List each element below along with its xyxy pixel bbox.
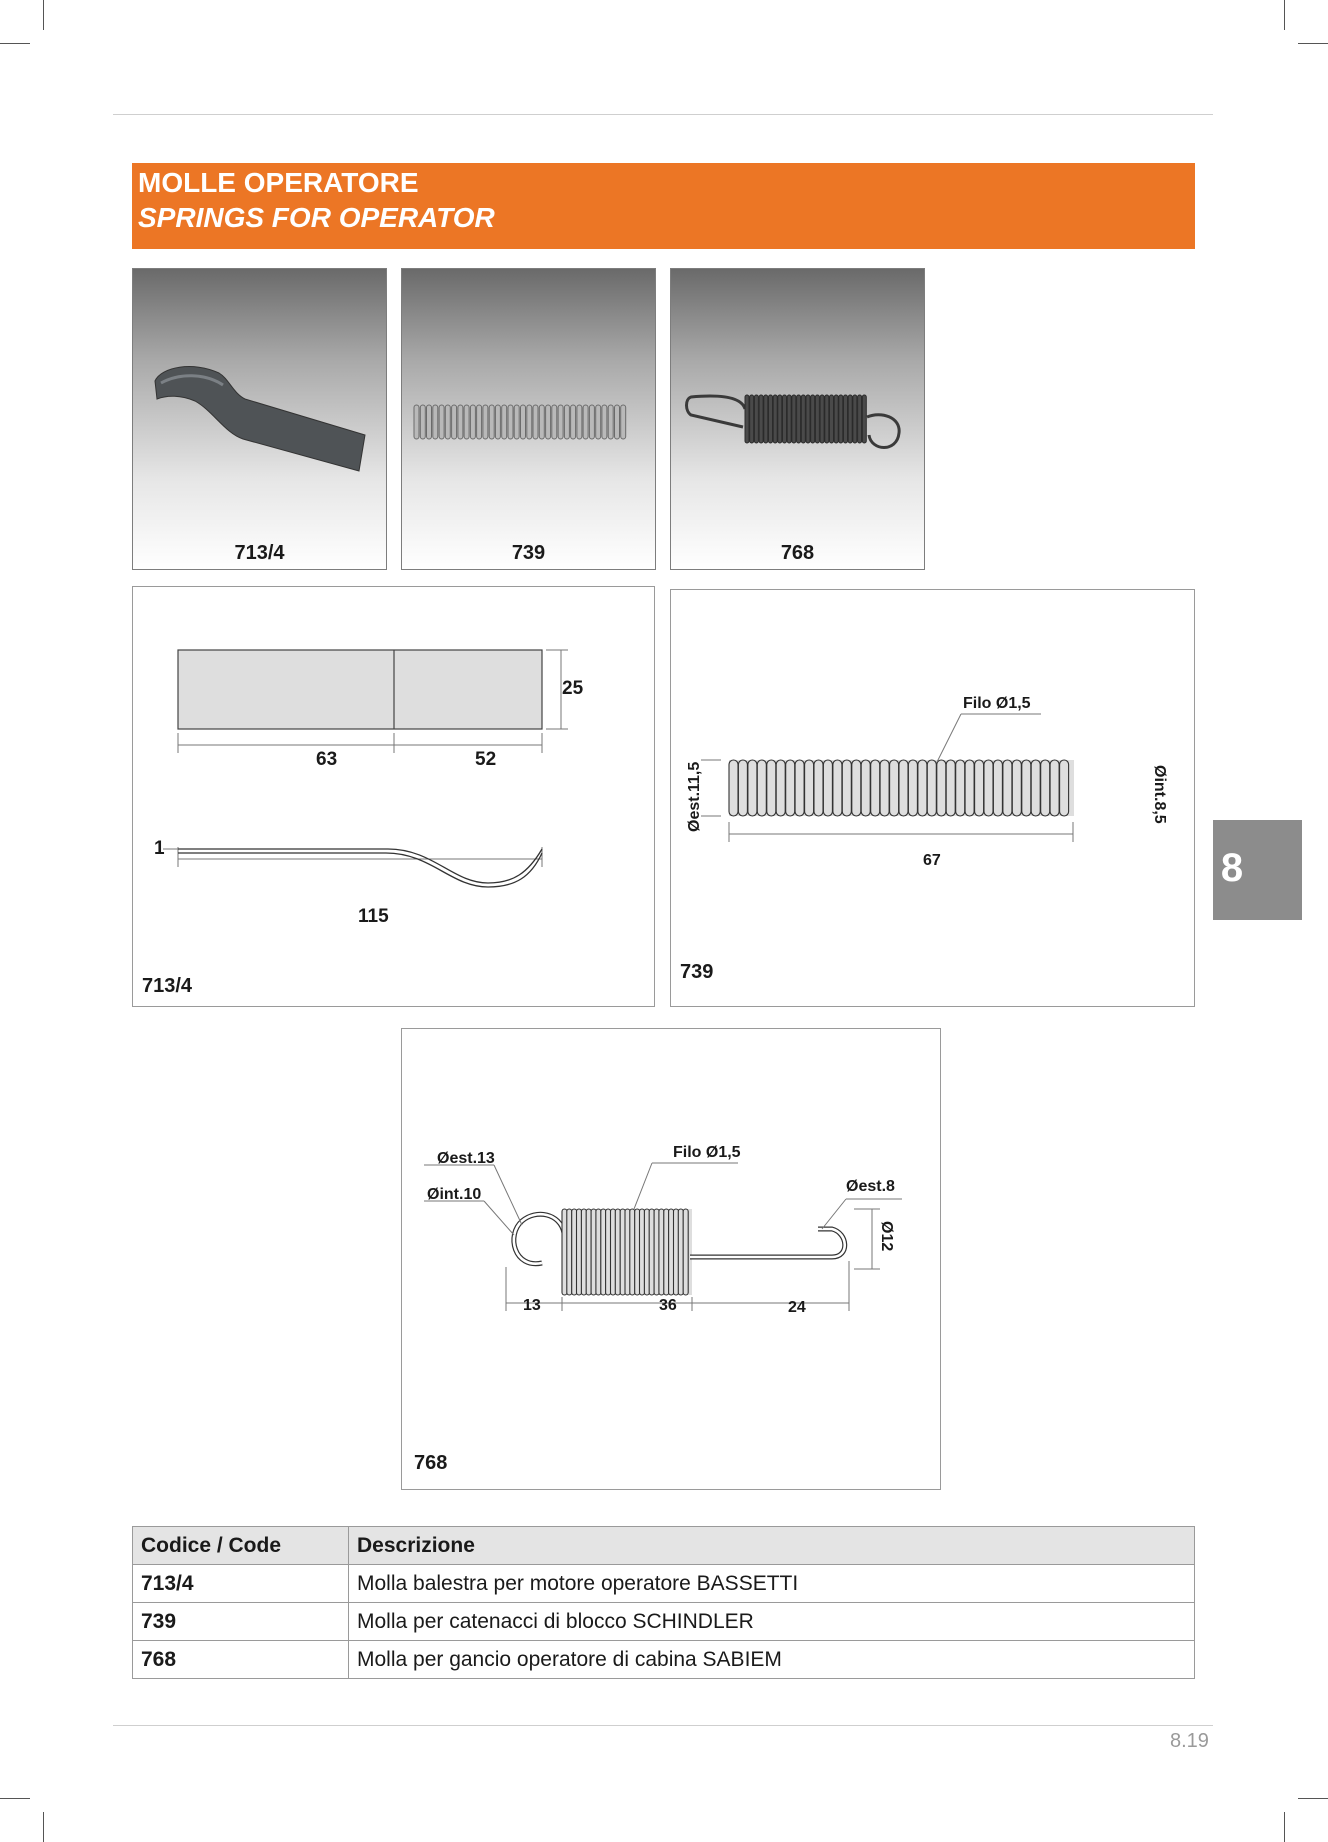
- photo-713-4: [132, 268, 387, 570]
- outer-diameter-8-label: Øest.8: [846, 1178, 895, 1195]
- table-row: [133, 1641, 1195, 1679]
- page-number: 8.19: [1170, 1730, 1209, 1752]
- crop-mark: [1298, 43, 1328, 44]
- outer-diameter-label: Øest.11,5: [686, 761, 703, 832]
- crop-mark: [43, 1812, 44, 1842]
- extension-spring-drawing: [402, 1029, 942, 1491]
- banner-subtitle: SPRINGS FOR OPERATOR: [138, 202, 495, 233]
- dim-63: 63: [316, 749, 338, 770]
- section-number: 8: [1220, 846, 1244, 890]
- top-rule: [113, 114, 1213, 115]
- extension-spring-image: [671, 269, 926, 571]
- leaf-spring-drawing: [133, 587, 656, 1008]
- crop-mark: [43, 0, 44, 30]
- dim-1: 1: [154, 838, 165, 859]
- row-description: Molla per catenacci di blocco SCHINDLER: [349, 1603, 1195, 1641]
- dim-25: 25: [562, 678, 584, 699]
- banner-title: MOLLE OPERATORE: [138, 167, 419, 198]
- row-description: Molla per gancio operatore di cabina SABIEM: [349, 1641, 1195, 1679]
- row-code: 739: [133, 1603, 349, 1641]
- wire-diameter-label: Filo Ø1,5: [673, 1144, 741, 1161]
- drawing-label: 713/4: [142, 975, 193, 997]
- row-code: 713/4: [133, 1565, 349, 1603]
- crop-mark: [0, 43, 30, 44]
- leaf-spring-image: [133, 269, 388, 571]
- drawing-label: 768: [414, 1452, 448, 1474]
- crop-mark: [1298, 1798, 1328, 1799]
- photo-caption: 739: [511, 542, 546, 564]
- bottom-rule: [113, 1725, 1213, 1726]
- drawing-768: [401, 1028, 941, 1490]
- photo-caption: 713/4: [234, 542, 285, 564]
- crop-mark: [1284, 1812, 1285, 1842]
- compression-spring-image: [402, 269, 657, 571]
- outer-diameter-13-label: Øest.13: [437, 1150, 495, 1167]
- table-header-row: [133, 1527, 1195, 1565]
- length-label: 67: [923, 852, 941, 869]
- drawing-label: 739: [680, 961, 714, 983]
- section-tab: [1213, 820, 1302, 920]
- header-code: Codice / Code: [133, 1527, 349, 1565]
- header-description: Descrizione: [349, 1527, 1195, 1565]
- photo-768: [670, 268, 925, 570]
- dim-115: 115: [358, 906, 389, 927]
- drawing-739: [670, 589, 1195, 1007]
- row-description: Molla balestra per motore operatore BASSETTI: [349, 1565, 1195, 1603]
- photo-caption: 768: [780, 542, 815, 564]
- drawing-713-4: [132, 586, 655, 1007]
- row-code: 768: [133, 1641, 349, 1679]
- photo-739: [401, 268, 656, 570]
- codes-table: [132, 1526, 1195, 1679]
- dim-13: 13: [523, 1297, 541, 1314]
- table-row: [133, 1603, 1195, 1641]
- dim-52: 52: [475, 749, 497, 770]
- crop-mark: [1284, 0, 1285, 30]
- dim-24: 24: [788, 1299, 806, 1316]
- crop-mark: [0, 1798, 30, 1799]
- inner-diameter-label: Øint.8,5: [1151, 765, 1168, 824]
- inner-diameter-10-label: Øint.10: [427, 1186, 482, 1203]
- hook-diameter-12-label: Ø12: [878, 1221, 895, 1252]
- wire-diameter-label: Filo Ø1,5: [963, 695, 1031, 712]
- dim-36: 36: [659, 1297, 677, 1314]
- section-banner: [132, 163, 1195, 249]
- compression-spring-drawing: [671, 590, 1196, 1008]
- table-row: [133, 1565, 1195, 1603]
